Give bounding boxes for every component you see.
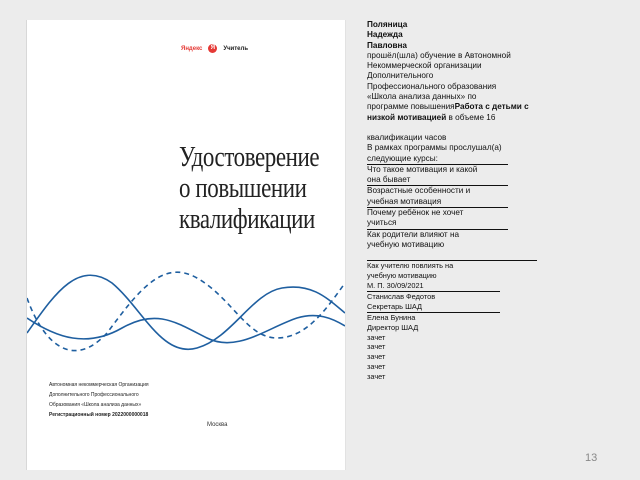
course-item: она бывает — [367, 175, 411, 185]
signer-role: Директор ШАД — [367, 322, 419, 332]
course-result: зачет — [367, 372, 386, 382]
certificate-title-line: о повышении — [179, 173, 307, 204]
certificate-title-line: Удостоверение — [179, 142, 320, 173]
course-result: зачет — [367, 362, 386, 372]
recipient-name: Поляница — [367, 20, 408, 29]
signer-role: Секретарь ШАД — [367, 301, 423, 311]
uchitel-logo-text: Учитель — [223, 45, 249, 52]
certificate-organization: Автономная некоммерческая Организация Дополнительного Профессионального Образования «Школа анализа данных» Регистрационный номер 2022000000018 — [49, 382, 149, 418]
certificate-image — [26, 20, 346, 470]
course-item: Почему ребёнок не хочет — [367, 208, 464, 218]
course-item: учебная мотивация — [367, 196, 442, 206]
course-result: зачет — [367, 342, 386, 352]
program-line: программе повышенияРабота с детьми с — [367, 102, 529, 112]
slide-number: 13 — [585, 452, 598, 464]
signer-name: Станислав Федотов — [367, 291, 436, 301]
program-name: низкой мотивацией — [367, 112, 447, 122]
program-name: Работа с детьми с — [454, 102, 529, 112]
yandex-logo: Яндекс — [181, 45, 203, 52]
certificate-title — [179, 142, 319, 235]
course-result: зачет — [367, 352, 386, 362]
course-item: Что такое мотивация и какой — [367, 164, 478, 174]
course-item: Возрастные особенности и — [367, 186, 471, 196]
course-result: зачет — [367, 332, 386, 342]
course-item: учиться — [367, 218, 397, 228]
stamp-date: М. П. 30/09/2021 — [367, 281, 424, 291]
course-item: Как родители влияют на — [367, 229, 460, 239]
certificate-title-line: квалификации — [179, 204, 315, 235]
wave-decoration — [27, 238, 345, 388]
partner-logos — [181, 44, 248, 53]
recipient-name: Надежда — [367, 30, 403, 40]
certificate-details: Поляница Надежда Павловна прошёл(шла) обучение в Автономной Некоммерческой организации Дополнительного Профессионального образования «Школа анализа данных» по программе повышенияРабота с детьми с низкой мотивацией в объеме 16 квалификации часов В рамках программы прослушал(а) следующие курсы: Что такое мотивация и какой она бывает Возрастные особенности и учебная мотивация Почему ребёнок не хочет учиться Как родители влияют на учебную мотивацию Как учителю повлиять на учебную мотивацию М. П. 30/09/2021 Станислав Федотов Секретарь ШАД Елена Бунина Директор ШАД зачет зачет зачет зачет зачет — [367, 20, 587, 382]
course-item: учебную мотивацию — [367, 271, 437, 281]
recipient-name: Павловна — [367, 40, 407, 50]
course-item: Как учителю повлиять на — [367, 261, 454, 271]
course-item: учебную мотивацию — [367, 239, 445, 249]
signer-name: Елена Бунина — [367, 312, 416, 322]
hours-line: квалификации часов — [367, 132, 447, 142]
certificate-city: Москва — [207, 422, 228, 428]
uchitel-logo-icon: Я — [208, 44, 217, 53]
